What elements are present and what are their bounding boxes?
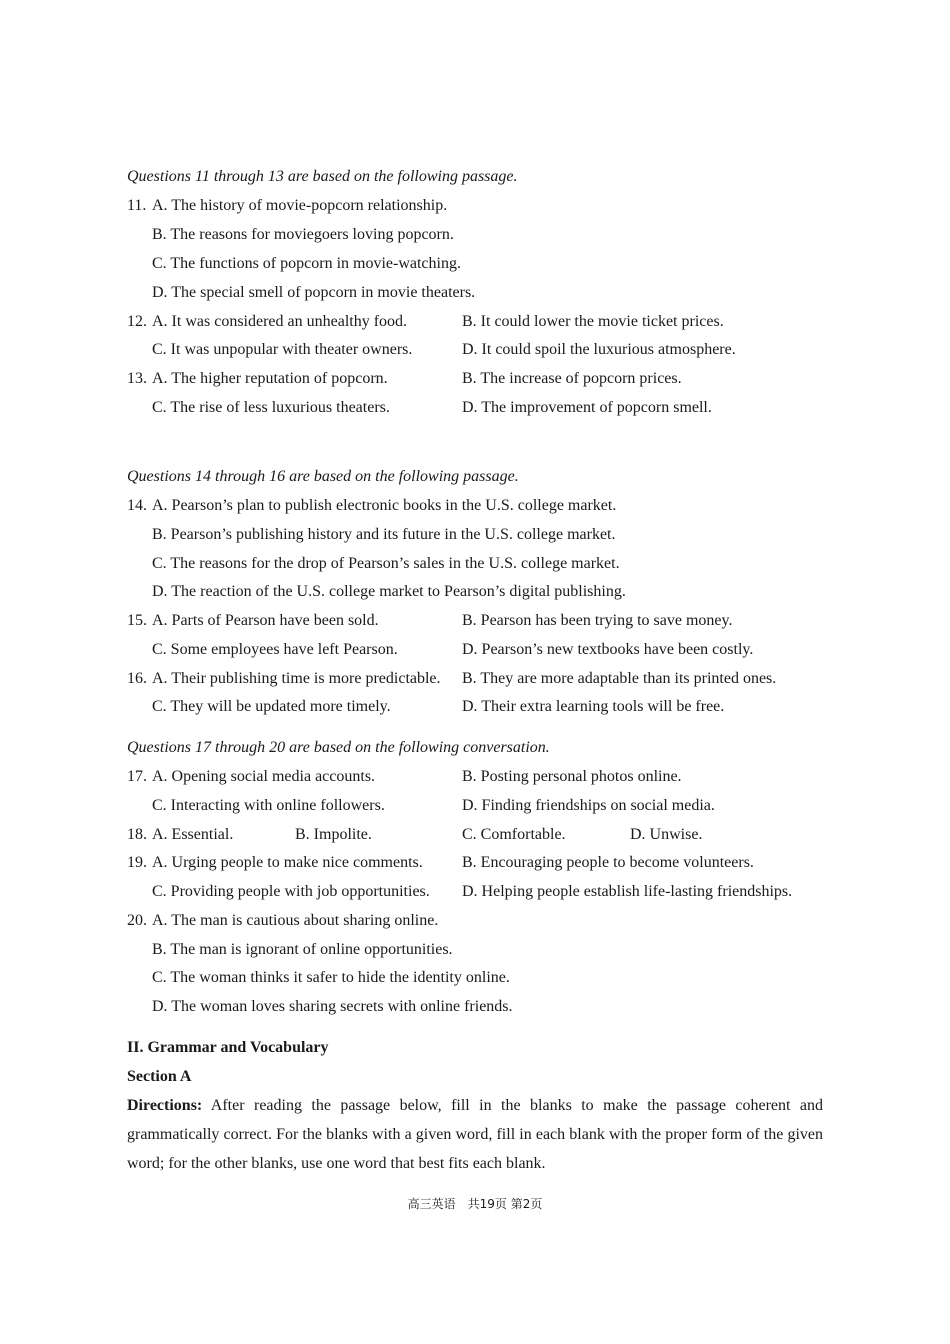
q12-option-b: B. It could lower the movie ticket prices. <box>462 313 724 330</box>
q11-option-c: C. The functions of popcorn in movie-watching. <box>152 255 461 272</box>
q17-option-d: D. Finding friendships on social media. <box>462 797 715 814</box>
q17-row-1 <box>127 767 823 787</box>
q18-option-a: A. Essential. <box>152 826 234 843</box>
q16-number: 16. <box>127 670 147 687</box>
q19-option-c: C. Providing people with job opportunities. <box>152 883 430 900</box>
q16-option-c: C. They will be updated more timely. <box>152 698 391 715</box>
q20-option-a: 20. A. The man is cautious about sharing online. <box>127 912 439 929</box>
q19-option-d: D. Helping people establish life-lasting friendships. <box>462 883 793 900</box>
q16-row-2 <box>127 697 823 717</box>
instruction-q14-16: Questions 14 through 16 are based on the following passage. <box>127 468 519 485</box>
q17-row-2 <box>127 796 823 816</box>
q20-option-b: B. The man is ignorant of online opportunities. <box>152 941 453 958</box>
q20-option-d: D. The woman loves sharing secrets with online friends. <box>152 998 513 1015</box>
q20-number: 20. <box>127 912 147 929</box>
q13-option-b: B. The increase of popcorn prices. <box>462 370 682 387</box>
q12-option-a: A. It was considered an unhealthy food. <box>152 313 408 330</box>
q13-option-a: A. The higher reputation of popcorn. <box>152 370 388 387</box>
q13-option-d: D. The improvement of popcorn smell. <box>462 399 712 416</box>
q12-number: 12. <box>127 313 147 330</box>
q19-row-2 <box>127 882 823 902</box>
q11-number: 11. <box>127 197 147 214</box>
q18-option-b: B. Impolite. <box>295 826 372 843</box>
q15-row-2 <box>127 640 823 660</box>
q17-number: 17. <box>127 768 147 785</box>
q15-number: 15. <box>127 612 147 629</box>
q14-option-a: 14. A. Pearson’s plan to publish electronic books in the U.S. college market. <box>127 497 617 514</box>
q13-option-c: C. The rise of less luxurious theaters. <box>152 399 390 416</box>
q13-row-2 <box>127 398 823 418</box>
q18-option-d: D. Unwise. <box>630 826 703 843</box>
q18-row <box>127 825 823 845</box>
section-a-title: Section A <box>127 1068 192 1085</box>
q15-option-b: B. Pearson has been trying to save money. <box>462 612 733 629</box>
q15-option-c: C. Some employees have left Pearson. <box>152 641 398 658</box>
q14-option-b: B. Pearson’s publishing history and its future in the U.S. college market. <box>152 526 616 543</box>
q19-number: 19. <box>127 854 147 871</box>
q18-option-c: C. Comfortable. <box>462 826 566 843</box>
q12-option-c: C. It was unpopular with theater owners. <box>152 341 413 358</box>
page-footer: 高三英语 共19页 第2页 <box>407 1197 543 1211</box>
directions-paragraph <box>127 1091 823 1178</box>
q19-option-b: B. Encouraging people to become volunteers. <box>462 854 754 871</box>
q19-row-1 <box>127 853 823 873</box>
q12-row-2 <box>127 340 823 360</box>
q17-option-b: B. Posting personal photos online. <box>462 768 682 785</box>
q16-option-d: D. Their extra learning tools will be free. <box>462 698 725 715</box>
q16-option-a: A. Their publishing time is more predictable. <box>152 670 441 687</box>
q11-option-a: 11. A. The history of movie-popcorn relationship. <box>127 197 448 214</box>
q11-option-b: B. The reasons for moviegoers loving popcorn. <box>152 226 454 243</box>
q18-number: 18. <box>127 826 147 843</box>
q15-option-a: A. Parts of Pearson have been sold. <box>152 612 379 629</box>
instruction-q17-20: Questions 17 through 20 are based on the following conversation. <box>127 739 550 756</box>
q11-option-d: D. The special smell of popcorn in movie theaters. <box>152 284 476 301</box>
q14-option-d: D. The reaction of the U.S. college market to Pearson’s digital publishing. <box>152 583 626 600</box>
q17-option-c: C. Interacting with online followers. <box>152 797 385 814</box>
q17-option-a: A. Opening social media accounts. <box>152 768 376 785</box>
directions-label: Directions: <box>127 1097 203 1114</box>
q15-row-1 <box>127 611 823 631</box>
q13-number: 13. <box>127 370 147 387</box>
q12-option-d: D. It could spoil the luxurious atmosphere. <box>462 341 736 358</box>
q14-option-c: C. The reasons for the drop of Pearson’s sales in the U.S. college market. <box>152 555 620 572</box>
q16-row-1 <box>127 669 823 689</box>
q12-row-1 <box>127 312 823 332</box>
section-heading: II. Grammar and Vocabulary <box>127 1039 329 1056</box>
q15-option-d: D. Pearson’s new textbooks have been costly. <box>462 641 754 658</box>
q20-option-c: C. The woman thinks it safer to hide the identity online. <box>152 969 510 986</box>
q16-option-b: B. They are more adaptable than its printed ones. <box>462 670 777 687</box>
q13-row-1 <box>127 369 823 389</box>
q19-option-a: A. Urging people to make nice comments. <box>152 854 423 871</box>
instruction-q11-13: Questions 11 through 13 are based on the following passage. <box>127 168 518 185</box>
q14-number: 14. <box>127 497 147 514</box>
directions-text: After reading the passage below, fill in the blanks to make the passage coherent and grammatically correct. For the blanks with a given word, fill in each blank with the proper form of the given word; for the other blanks, use one word that best fits each blank. <box>127 1097 823 1172</box>
